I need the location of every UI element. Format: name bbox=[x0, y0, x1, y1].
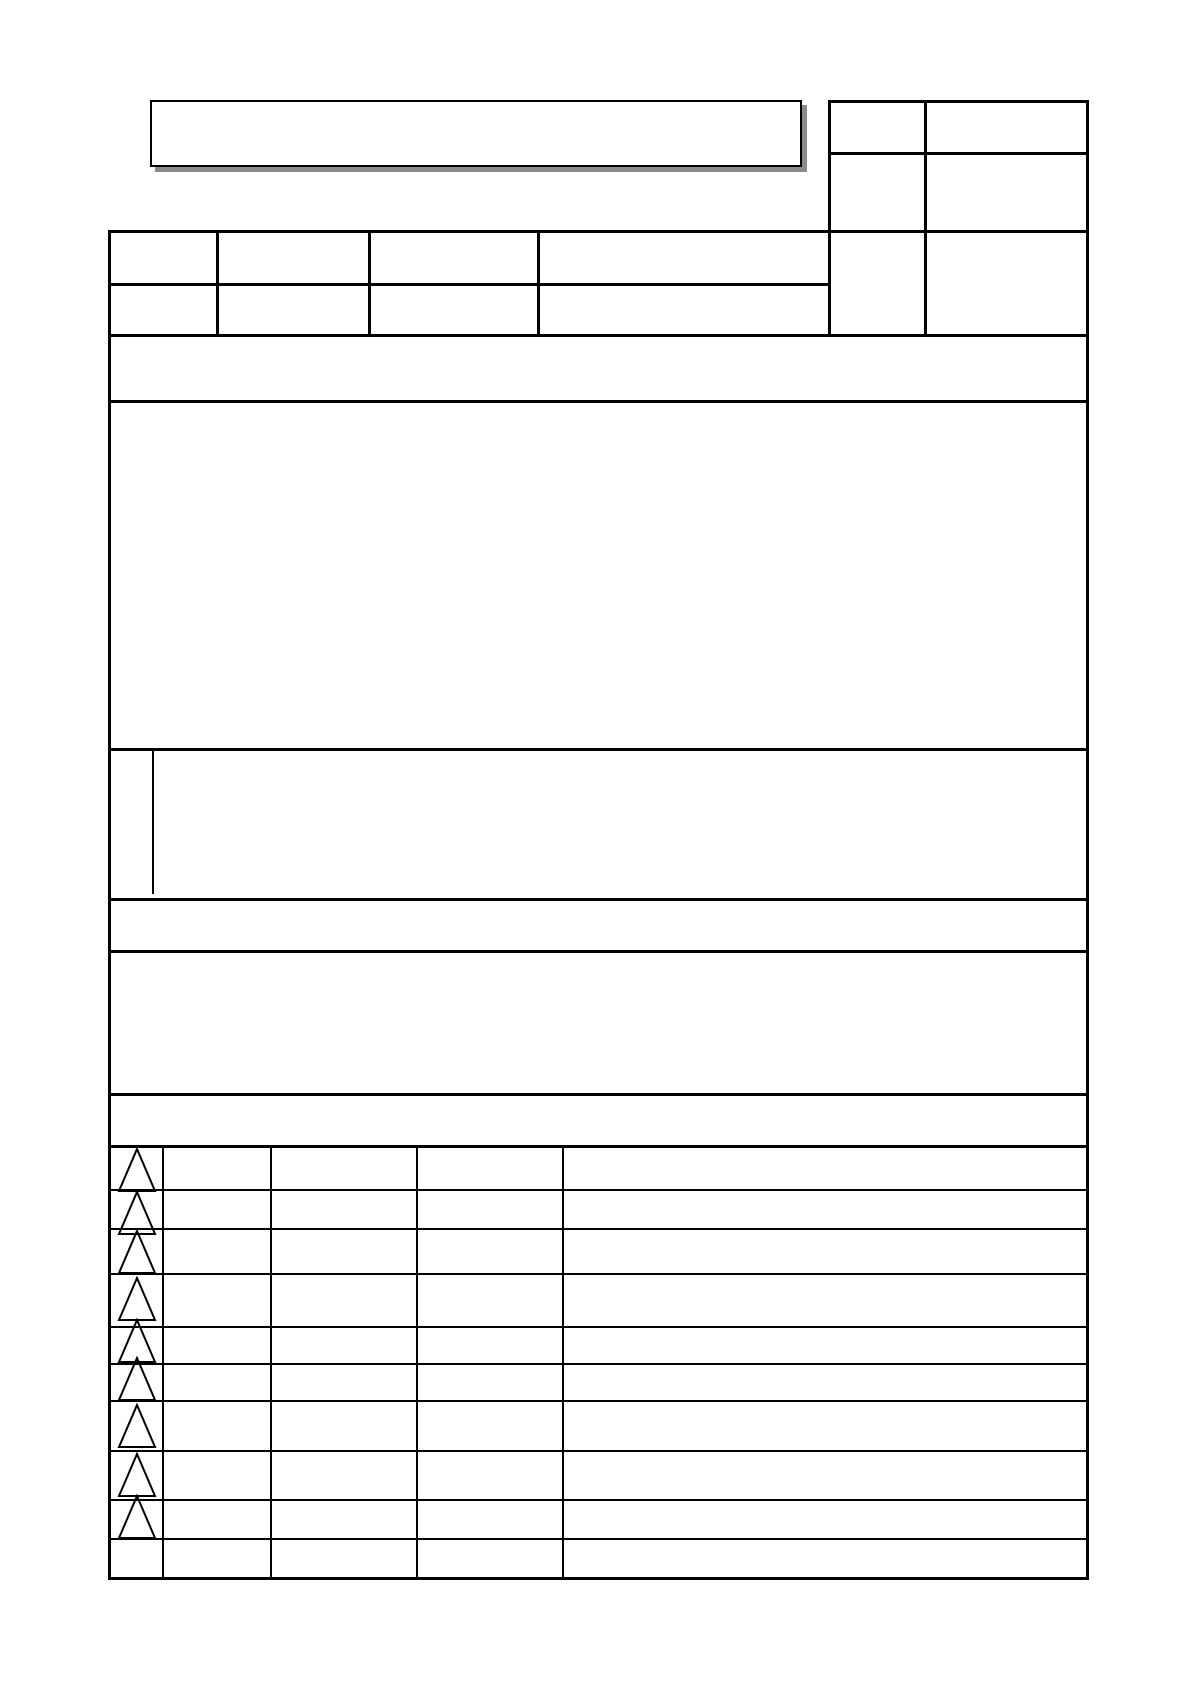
form-title-box bbox=[150, 100, 802, 167]
revision-triangle-icon bbox=[113, 1452, 161, 1498]
revision-triangle-icon bbox=[113, 1147, 161, 1193]
revision-triangle-icon bbox=[113, 1229, 161, 1275]
revision-triangle-icon bbox=[113, 1276, 161, 1322]
revision-triangle-icon bbox=[113, 1494, 161, 1540]
revision-triangle-icon bbox=[113, 1356, 161, 1402]
revision-triangle-icon bbox=[113, 1403, 161, 1449]
